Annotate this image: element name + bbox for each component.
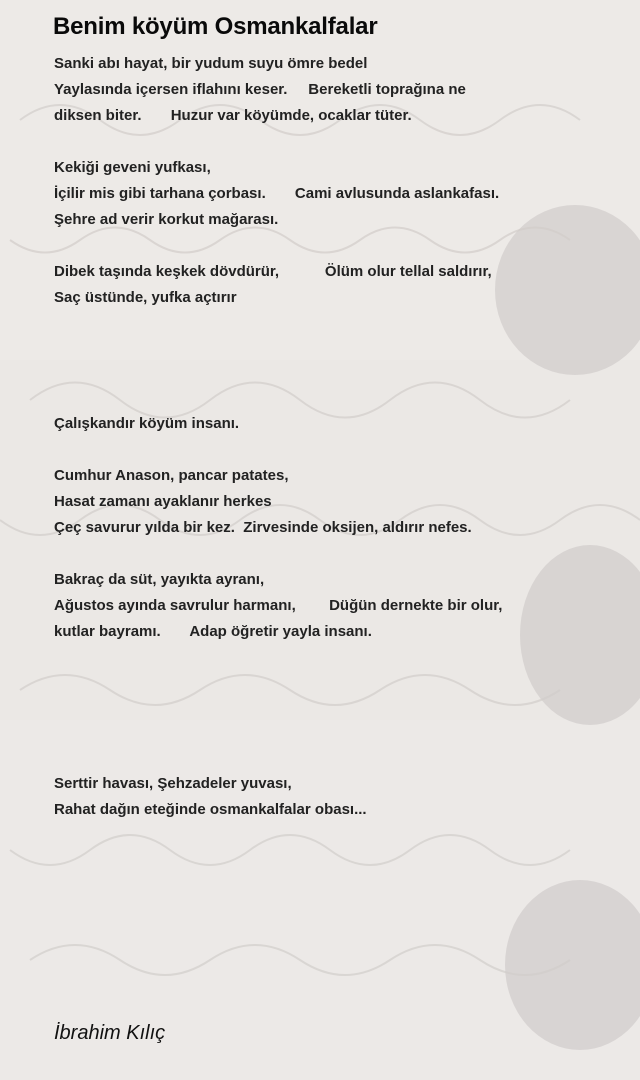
poem-line: Dibek taşında keşkek dövdürür, Ölüm olur tellal saldırır,	[54, 263, 492, 280]
poem-title: Benim köyüm Osmankalfalar	[53, 13, 378, 40]
poem-line: Sanki abı hayat, bir yudum suyu ömre bedel	[54, 55, 368, 72]
poem-line: Rahat dağın eteğinde osmankalfalar obası...	[54, 801, 367, 818]
poem-line: Bakraç da süt, yayıkta ayranı,	[54, 571, 265, 588]
poem-line: İçilir mis gibi tarhana çorbası. Cami avlusunda aslankafası.	[54, 185, 500, 202]
poem-line: Çeç savurur yılda bir kez. Zirvesinde oksijen, aldırır nefes.	[54, 519, 472, 536]
poem-author: İbrahim Kılıç	[54, 1022, 166, 1044]
poem-line: Cumhur Anason, pancar patates,	[54, 467, 289, 484]
poem-line: Çalışkandır köyüm insanı.	[54, 415, 240, 432]
poem-line: Serttir havası, Şehzadeler yuvası,	[54, 775, 292, 792]
poem-line: kutlar bayramı. Adap öğretir yayla insanı.	[54, 623, 372, 640]
poem-line: Hasat zamanı ayaklanır herkes	[54, 493, 272, 510]
poem-line: diksen biter. Huzur var köyümde, ocaklar tüter.	[54, 107, 412, 124]
poem-line: Ağustos ayında savrulur harmanı, Düğün dernekte bir olur,	[54, 597, 503, 614]
poem-line: Şehre ad verir korkut mağarası.	[54, 211, 279, 228]
poem-line: Yaylasında içersen iflahını keser. Bereketli toprağına ne	[54, 81, 466, 98]
poem-line: Kekiği geveni yufkası,	[54, 159, 211, 176]
poem-line: Saç üstünde, yufka açtırır	[54, 289, 237, 306]
